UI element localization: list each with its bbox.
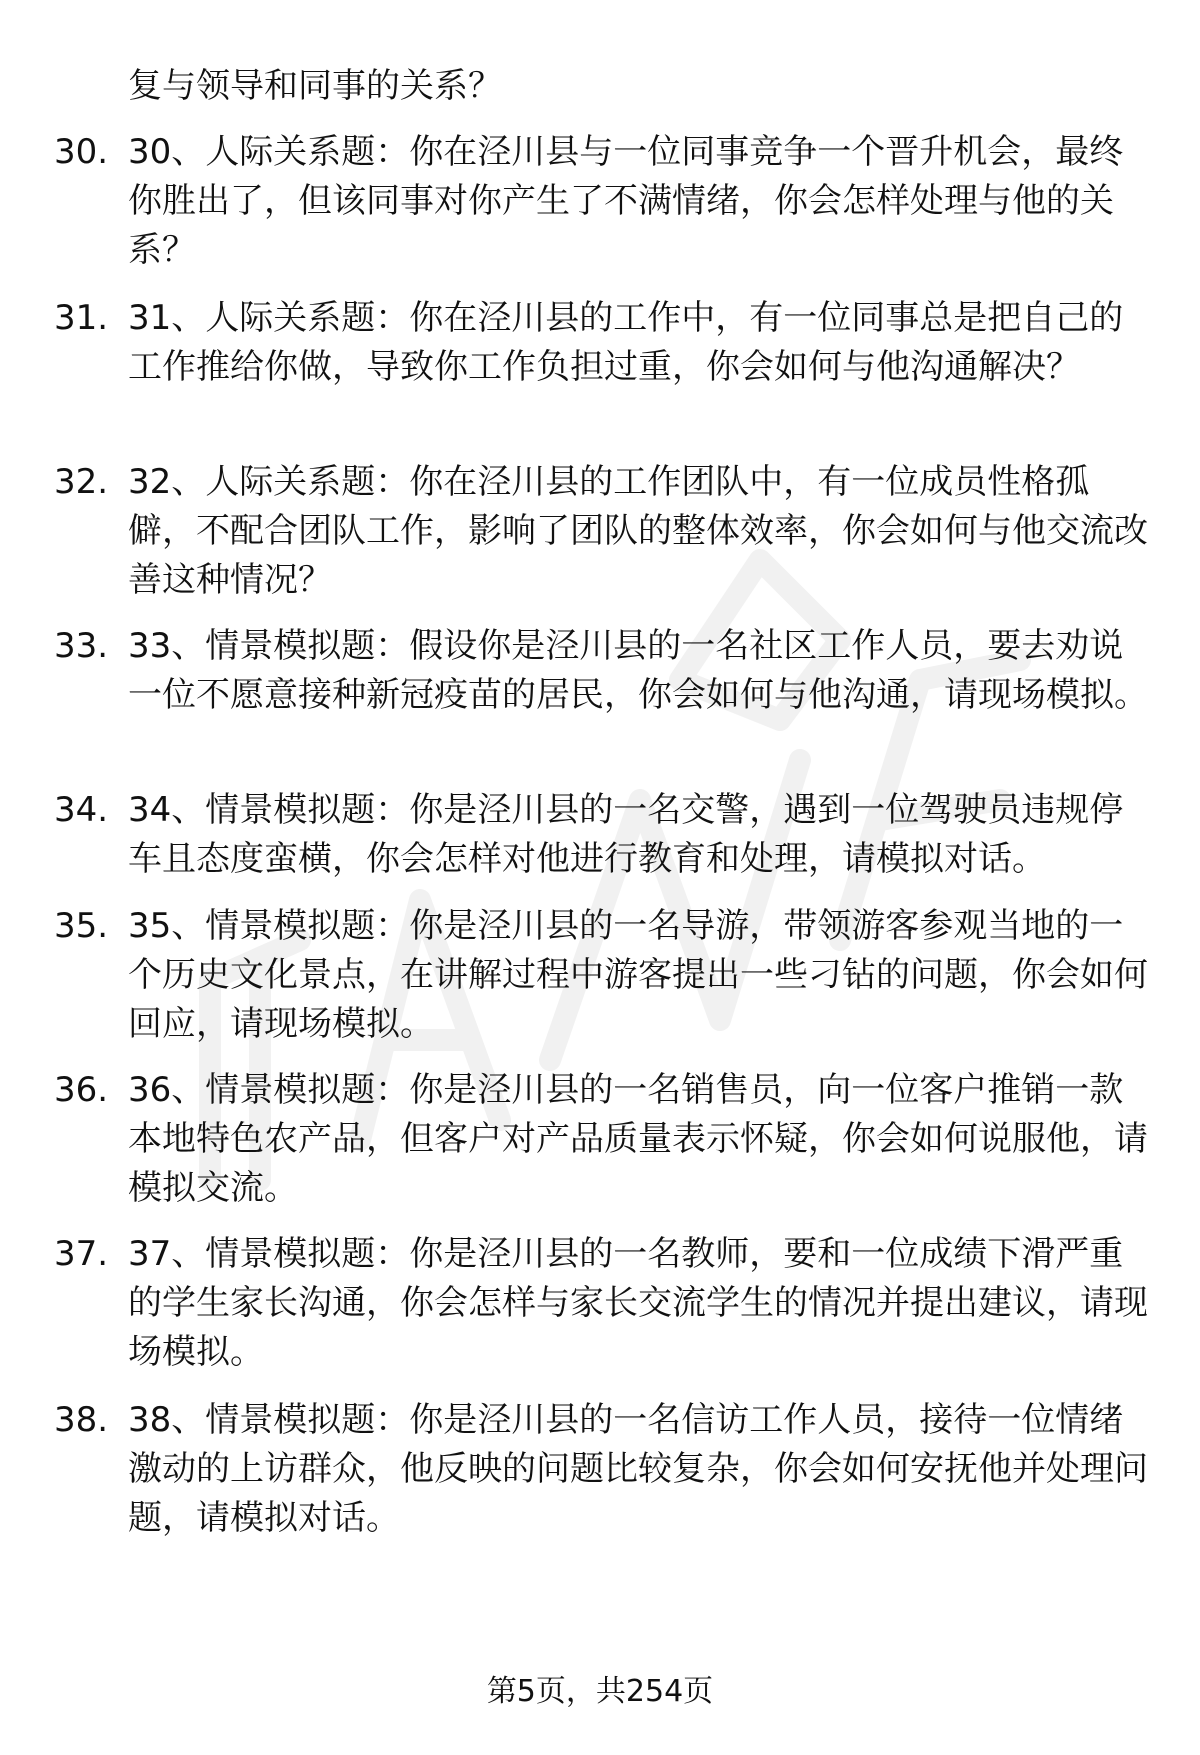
list-item-text: 36、情景模拟题：你是泾川县的一名销售员，向一位客户推销一款本地特色农产品，但客户对产品质量表示怀疑，你会如何说服他，请模拟交流。 [128, 1070, 1148, 1208]
list-item-number: 34. [54, 790, 109, 830]
list-item-text: 33、情景模拟题：假设你是泾川县的一名社区工作人员，要去劝说一位不愿意接种新冠疫苗的居民，你会如何与他沟通，请现场模拟。 [128, 626, 1148, 715]
list-item-text: 34、情景模拟题：你是泾川县的一名交警，遇到一位驾驶员违规停车且态度蛮横，你会怎样对他进行教育和处理，请模拟对话。 [128, 790, 1124, 879]
list-item-number: 35. [54, 906, 109, 946]
list-item-text: 31、人际关系题：你在泾川县的工作中，有一位同事总是把自己的工作推给你做，导致你工作负担过重，你会如何与他沟通解决？ [128, 298, 1124, 387]
list-item-number: 31. [54, 298, 109, 338]
page-footer: 第5页，共254页 [486, 1674, 714, 1709]
list-item-number: 30. [54, 132, 109, 172]
list-item-number: 33. [54, 626, 109, 666]
list-item-number: 37. [54, 1234, 109, 1274]
list-item-number: 32. [54, 462, 109, 502]
list-item-text: 30、人际关系题：你在泾川县与一位同事竞争一个晋升机会，最终你胜出了，但该同事对你产生了不满情绪，你会怎样处理与他的关系？ [128, 132, 1124, 270]
list-item-number: 38. [54, 1400, 109, 1440]
list-item-text: 38、情景模拟题：你是泾川县的一名信访工作人员，接待一位情绪激动的上访群众，他反映的问题比较复杂，你会如何安抚他并处理问题，请模拟对话。 [128, 1400, 1148, 1538]
list-item-text: 32、人际关系题：你在泾川县的工作团队中，有一位成员性格孤僻，不配合团队工作，影响了团队的整体效率，你会如何与他交流改善这种情况？ [128, 462, 1148, 600]
list-item-number: 36. [54, 1070, 109, 1110]
list-item-text: 37、情景模拟题：你是泾川县的一名教师，要和一位成绩下滑严重的学生家长沟通，你会怎样与家长交流学生的情况并提出建议，请现场模拟。 [128, 1234, 1148, 1372]
list-item-text: 35、情景模拟题：你是泾川县的一名导游，带领游客参观当地的一个历史文化景点，在讲解过程中游客提出一些刁钻的问题，你会如何回应，请现场模拟。 [128, 906, 1148, 1044]
continuation-text: 复与领导和同事的关系？ [128, 66, 502, 106]
